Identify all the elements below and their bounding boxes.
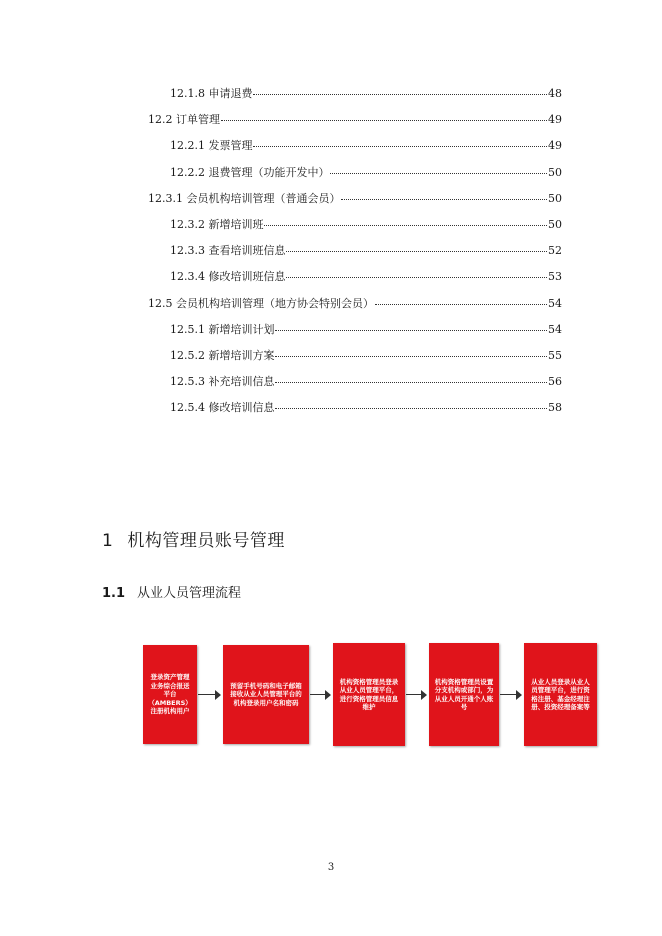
toc-entry-title: 12.5.2 新增培训方案: [170, 349, 275, 362]
toc-entry-title: 12.5.1 新增培训计划: [170, 322, 275, 336]
flow-step-text-line: 预留手机号码和电子邮箱: [230, 681, 302, 690]
toc-entry[interactable]: [170, 270, 562, 284]
toc-entry-page: 54: [548, 296, 562, 310]
flow-connector: [500, 694, 517, 695]
arrow-right-icon: [215, 690, 221, 700]
chapter-heading: [102, 526, 285, 551]
flow-step-5: [524, 643, 597, 746]
toc-entry[interactable]: [170, 323, 562, 337]
toc-entry-page: 50: [548, 218, 562, 231]
arrow-right-icon: [421, 690, 427, 700]
toc-leader-dots: [275, 373, 547, 383]
toc-leader-dots: [221, 111, 547, 121]
flow-step-text-line: 机构资格管理员设置: [434, 677, 494, 686]
toc-entry-title: 12.3.4 修改培训班信息: [170, 270, 286, 284]
toc-leader-dots: [253, 85, 547, 95]
toc-leader-dots: [341, 190, 547, 200]
toc-entry[interactable]: [170, 401, 562, 415]
toc-entry[interactable]: [170, 218, 562, 232]
section-number: 1.1: [102, 586, 126, 601]
flow-step-text-line: 注册机构用户: [150, 707, 190, 716]
toc-leader-dots: [264, 216, 547, 226]
toc-entry-page: 52: [548, 244, 562, 258]
toc-entry-title: 12.2.1 发票管理: [170, 139, 253, 153]
section-heading: [102, 582, 241, 601]
flow-connector: [198, 694, 216, 695]
flow-step-text-line: 业务综合报送: [150, 681, 190, 690]
chapter-number: 1: [102, 531, 114, 551]
toc-entry[interactable]: [170, 349, 562, 363]
toc-entry-page: 48: [548, 87, 562, 100]
flow-step-text-line: 机构登录用户名和密码: [233, 698, 299, 707]
toc-entry-page: 58: [548, 401, 562, 415]
flow-step-text-line: 从业人员管理平台，: [339, 686, 399, 694]
toc-leader-dots: [275, 399, 547, 409]
toc-entry-page: 55: [548, 349, 562, 362]
flow-step-3: [333, 643, 405, 746]
toc-entry[interactable]: [170, 166, 562, 180]
flow-step-text-line: 从业人员登录从业人: [531, 677, 590, 686]
flow-step-text-line: （AMBERS）: [148, 698, 192, 707]
toc-entry-title: 12.5.4 修改培训信息: [170, 401, 275, 415]
toc-entry-page: 54: [548, 322, 562, 336]
toc-entry-title: 12.2.2 退费管理（功能开发中）: [170, 165, 330, 179]
flow-step-text-line: 平台: [163, 690, 177, 699]
flow-step-text-line: 机构资格管理员登录: [339, 677, 399, 686]
toc-leader-dots: [275, 347, 547, 357]
flow-step-text-line: 格注册、基金经理注: [531, 694, 590, 703]
flow-step-text-line: 分支机构或部门，为: [434, 686, 494, 694]
flow-step-text-line: 号: [460, 703, 468, 711]
flow-step-2: [223, 645, 309, 744]
flow-step-text-line: 接收从业人员管理平台的: [230, 690, 302, 699]
flow-step-1: [143, 645, 197, 744]
toc-entry-title: 12.5 会员机构培训管理（地方协会特别会员）: [148, 296, 374, 310]
toc-entry[interactable]: [170, 87, 562, 101]
toc-entry-title: 12.3.3 查看培训班信息: [170, 244, 286, 258]
toc-entry-page: 53: [548, 270, 562, 284]
section-title: 从业人员管理流程: [137, 586, 242, 601]
toc-leader-dots: [286, 268, 547, 278]
toc-leader-dots: [286, 242, 547, 252]
flow-step-text-line: 登录资产管理: [150, 673, 190, 682]
toc-entry[interactable]: [148, 113, 562, 127]
toc-entry-page: 50: [548, 165, 562, 179]
toc-entry[interactable]: [170, 139, 562, 153]
flow-step-text-line: 员管理平台，进行资: [531, 686, 590, 694]
arrow-right-icon: [516, 690, 522, 700]
toc-entry-title: 12.5.3 补充培训信息: [170, 375, 275, 389]
flow-step-text-line: 维护: [362, 703, 376, 711]
toc-entry-title: 12.3.2 新增培训班: [170, 218, 264, 231]
toc-entry-page: 50: [548, 191, 562, 205]
toc-entry-title: 12.2 订单管理: [148, 113, 220, 127]
toc-leader-dots: [275, 321, 547, 331]
toc-entry-title: 12.3.1 会员机构培训管理（普通会员）: [148, 191, 341, 205]
toc-entry[interactable]: [170, 375, 562, 389]
flow-connector: [310, 694, 326, 695]
chapter-title: 机构管理员账号管理: [127, 531, 285, 551]
toc-entry-title: 12.1.8 申请退费: [170, 87, 253, 100]
flow-connector: [406, 694, 422, 695]
flow-step-4: [429, 643, 499, 746]
toc-entry[interactable]: [170, 244, 562, 258]
flow-step-text-line: 册、投资经理备案等: [531, 703, 590, 711]
flow-step-text-line: 从业人员开通个人账: [434, 694, 494, 703]
toc-entry-page: 49: [548, 113, 562, 127]
page-number: 3: [327, 862, 335, 873]
toc-entry[interactable]: [148, 297, 562, 311]
toc-entry[interactable]: [148, 192, 562, 206]
toc-leader-dots: [330, 164, 547, 174]
toc-leader-dots: [253, 137, 547, 147]
toc-entry-page: 56: [548, 375, 562, 389]
arrow-right-icon: [325, 690, 331, 700]
toc-leader-dots: [375, 295, 547, 305]
toc-entry-page: 49: [548, 139, 562, 153]
flow-step-text-line: 进行资格管理员信息: [339, 694, 399, 703]
